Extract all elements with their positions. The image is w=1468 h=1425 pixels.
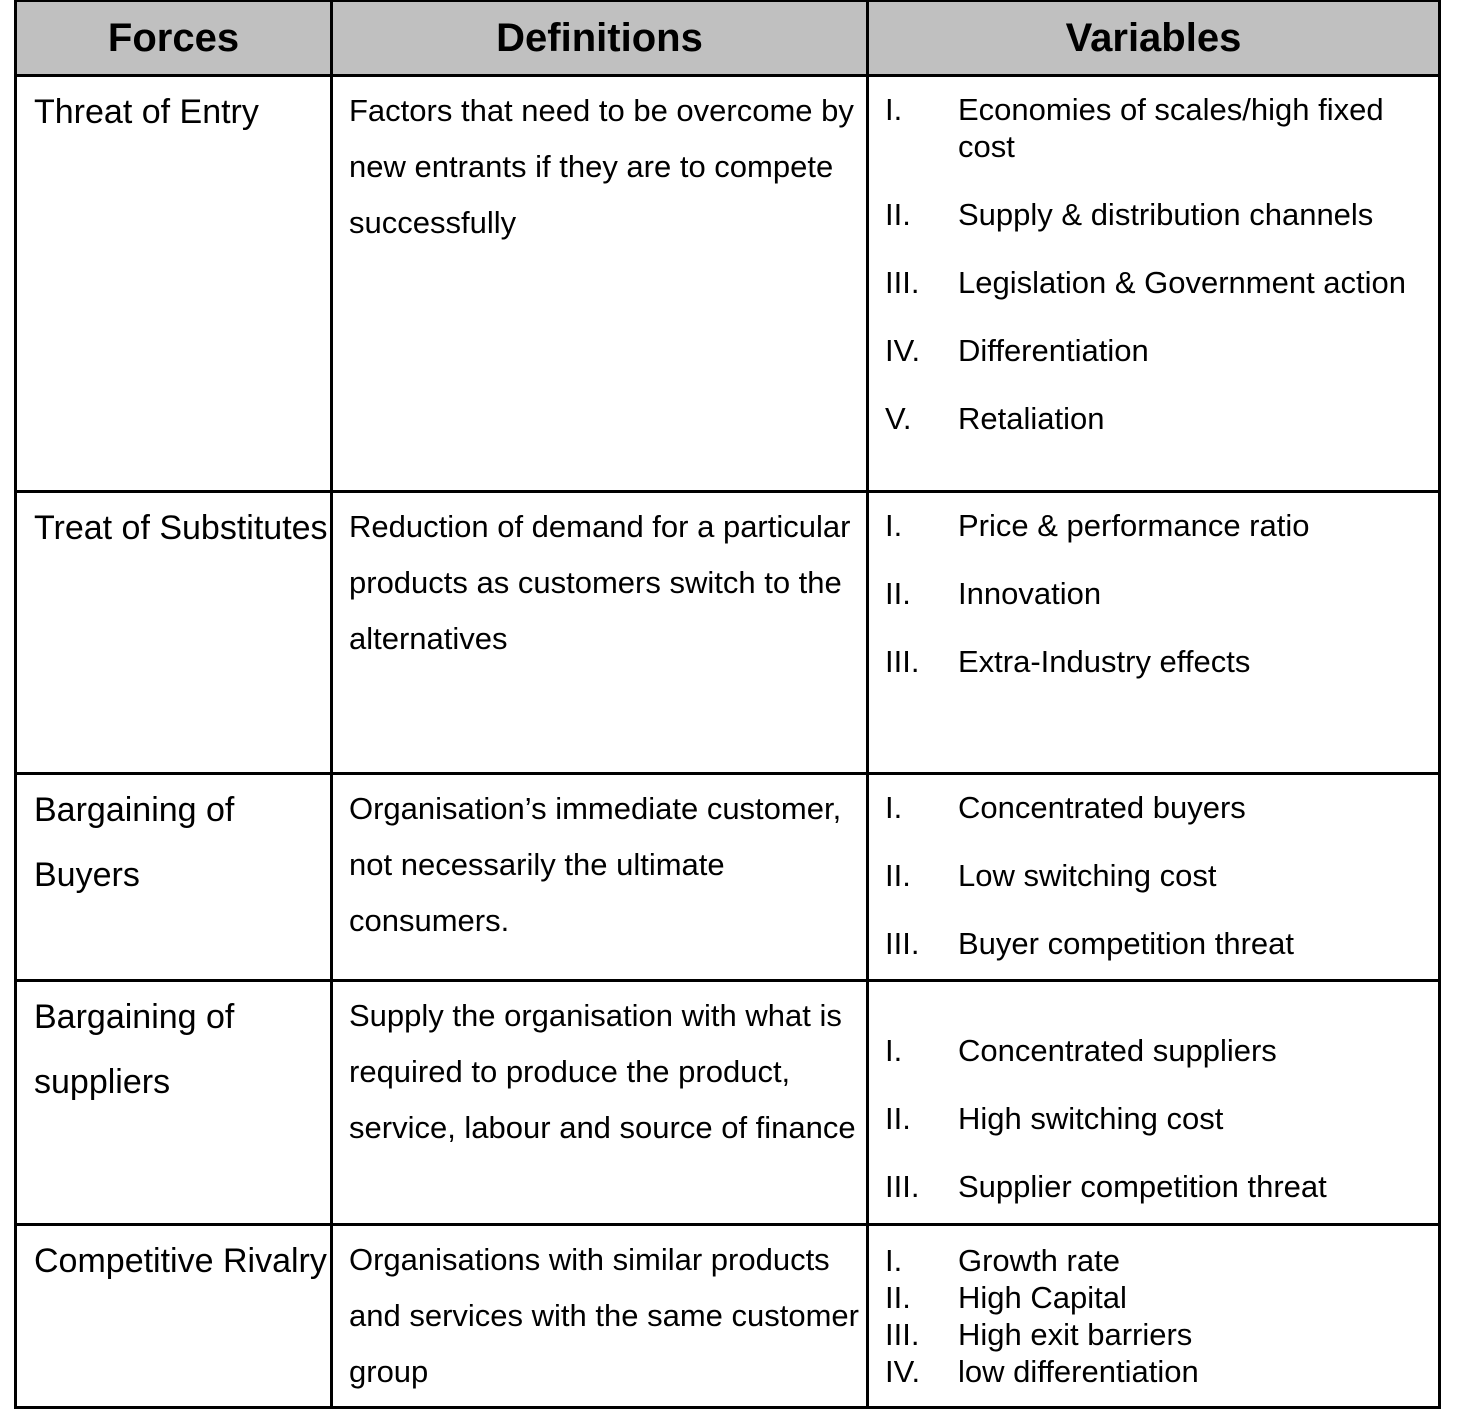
definition-cell	[332, 774, 868, 981]
force-cell	[16, 774, 332, 981]
variable-number: III.	[885, 644, 920, 679]
variables-cell	[868, 981, 1440, 1225]
variable-text: Growth rate	[958, 1243, 1120, 1278]
variable-text: High switching cost	[958, 1101, 1224, 1136]
variable-number: III.	[885, 1169, 920, 1204]
variable-item	[885, 332, 1438, 369]
header-definitions: Definitions	[332, 1, 868, 76]
variable-number: I.	[885, 1243, 903, 1278]
force-label: Bargaining of Buyers	[34, 791, 235, 894]
variable-text: Supply & distribution channels	[958, 197, 1374, 232]
variables-cell	[868, 76, 1440, 492]
variable-text: Price & performance ratio	[958, 508, 1310, 543]
variable-number: IV.	[885, 1354, 921, 1389]
variable-item	[885, 1279, 1438, 1316]
variable-item	[885, 1353, 1438, 1390]
variable-text: Retaliation	[958, 401, 1105, 436]
variable-number: III.	[885, 926, 920, 961]
force-cell	[16, 981, 332, 1225]
variable-item	[885, 264, 1438, 301]
definition-cell	[332, 76, 868, 492]
force-cell	[16, 76, 332, 492]
force-label: Competitive Rivalry	[34, 1242, 327, 1280]
variable-text: Concentrated suppliers	[958, 1033, 1277, 1068]
variable-text: Extra-Industry effects	[958, 644, 1251, 679]
table-row-threat-of-entry	[16, 76, 1440, 492]
table-row-competitive-rivalry	[16, 1225, 1440, 1408]
definition-cell	[332, 492, 868, 774]
table-row-threat-of-substitutes	[16, 492, 1440, 774]
variables-list	[869, 77, 1438, 437]
variable-item	[885, 1242, 1438, 1279]
variables-list	[869, 1226, 1438, 1390]
variables-list	[869, 775, 1438, 962]
header-forces: Forces	[16, 1, 332, 76]
force-label: Treat of Substitutes	[34, 509, 328, 547]
table-row-bargaining-of-buyers	[16, 774, 1440, 981]
definition-text: Reduction of demand for a particular products as customers switch to the alternatives	[349, 509, 851, 656]
definition-text: Organisations with similar products and services with the same customer group	[349, 1242, 859, 1389]
force-label: Bargaining of suppliers	[34, 998, 235, 1101]
variable-item	[885, 1032, 1438, 1069]
variable-number: II.	[885, 858, 911, 893]
definition-cell	[332, 1225, 868, 1408]
variable-number: II.	[885, 576, 911, 611]
variable-number: II.	[885, 1101, 911, 1136]
variable-item	[885, 1168, 1438, 1205]
variable-number: I.	[885, 508, 903, 543]
variable-text: Innovation	[958, 576, 1102, 611]
variable-item	[885, 857, 1438, 894]
force-label: Threat of Entry	[34, 93, 259, 131]
variables-cell	[868, 774, 1440, 981]
variable-item	[885, 196, 1438, 233]
variable-text: low differentiation	[958, 1354, 1199, 1389]
variable-text: Buyer competition threat	[958, 926, 1295, 961]
definition-cell	[332, 981, 868, 1225]
variable-item	[885, 507, 1438, 544]
variable-text: Low switching cost	[958, 858, 1217, 893]
variable-number: I.	[885, 92, 903, 127]
variable-number: V.	[885, 401, 912, 436]
variable-text: High exit barriers	[958, 1317, 1193, 1352]
variable-number: III.	[885, 265, 920, 300]
variable-text: High Capital	[958, 1280, 1127, 1315]
definition-text: Supply the organisation with what is required to produce the product, service, labour and source of finance	[349, 998, 856, 1145]
variables-list	[869, 493, 1438, 680]
variable-number: I.	[885, 790, 903, 825]
definition-text: Organisation’s immediate customer, not necessarily the ultimate consumers.	[349, 791, 842, 938]
variable-item	[885, 91, 1438, 165]
variable-number: II.	[885, 197, 911, 232]
variable-number: IV.	[885, 333, 921, 368]
variable-text: Legislation & Government action	[958, 265, 1407, 300]
variable-item	[885, 925, 1438, 962]
variable-text: Economies of scales/high fixed cost	[958, 92, 1384, 164]
variable-number: I.	[885, 1033, 903, 1068]
variable-item	[885, 400, 1438, 437]
variable-number: III.	[885, 1317, 920, 1352]
variable-text: Differentiation	[958, 333, 1149, 368]
header-row	[16, 1, 1440, 76]
header-variables: Variables	[868, 1, 1440, 76]
variable-text: Concentrated buyers	[958, 790, 1246, 825]
force-cell	[16, 492, 332, 774]
definition-text: Factors that need to be overcome by new entrants if they are to compete successfully	[349, 93, 854, 240]
variable-item	[885, 1316, 1438, 1353]
variable-item	[885, 575, 1438, 612]
variable-item	[885, 789, 1438, 826]
variable-item	[885, 1100, 1438, 1137]
variables-cell	[868, 1225, 1440, 1408]
variables-list	[869, 982, 1438, 1205]
variable-item	[885, 643, 1438, 680]
table-row-bargaining-of-suppliers	[16, 981, 1440, 1225]
variable-text: Supplier competition threat	[958, 1169, 1327, 1204]
force-cell	[16, 1225, 332, 1408]
variable-number: II.	[885, 1280, 911, 1315]
porters-five-forces-table	[14, 0, 1441, 1409]
variables-cell	[868, 492, 1440, 774]
